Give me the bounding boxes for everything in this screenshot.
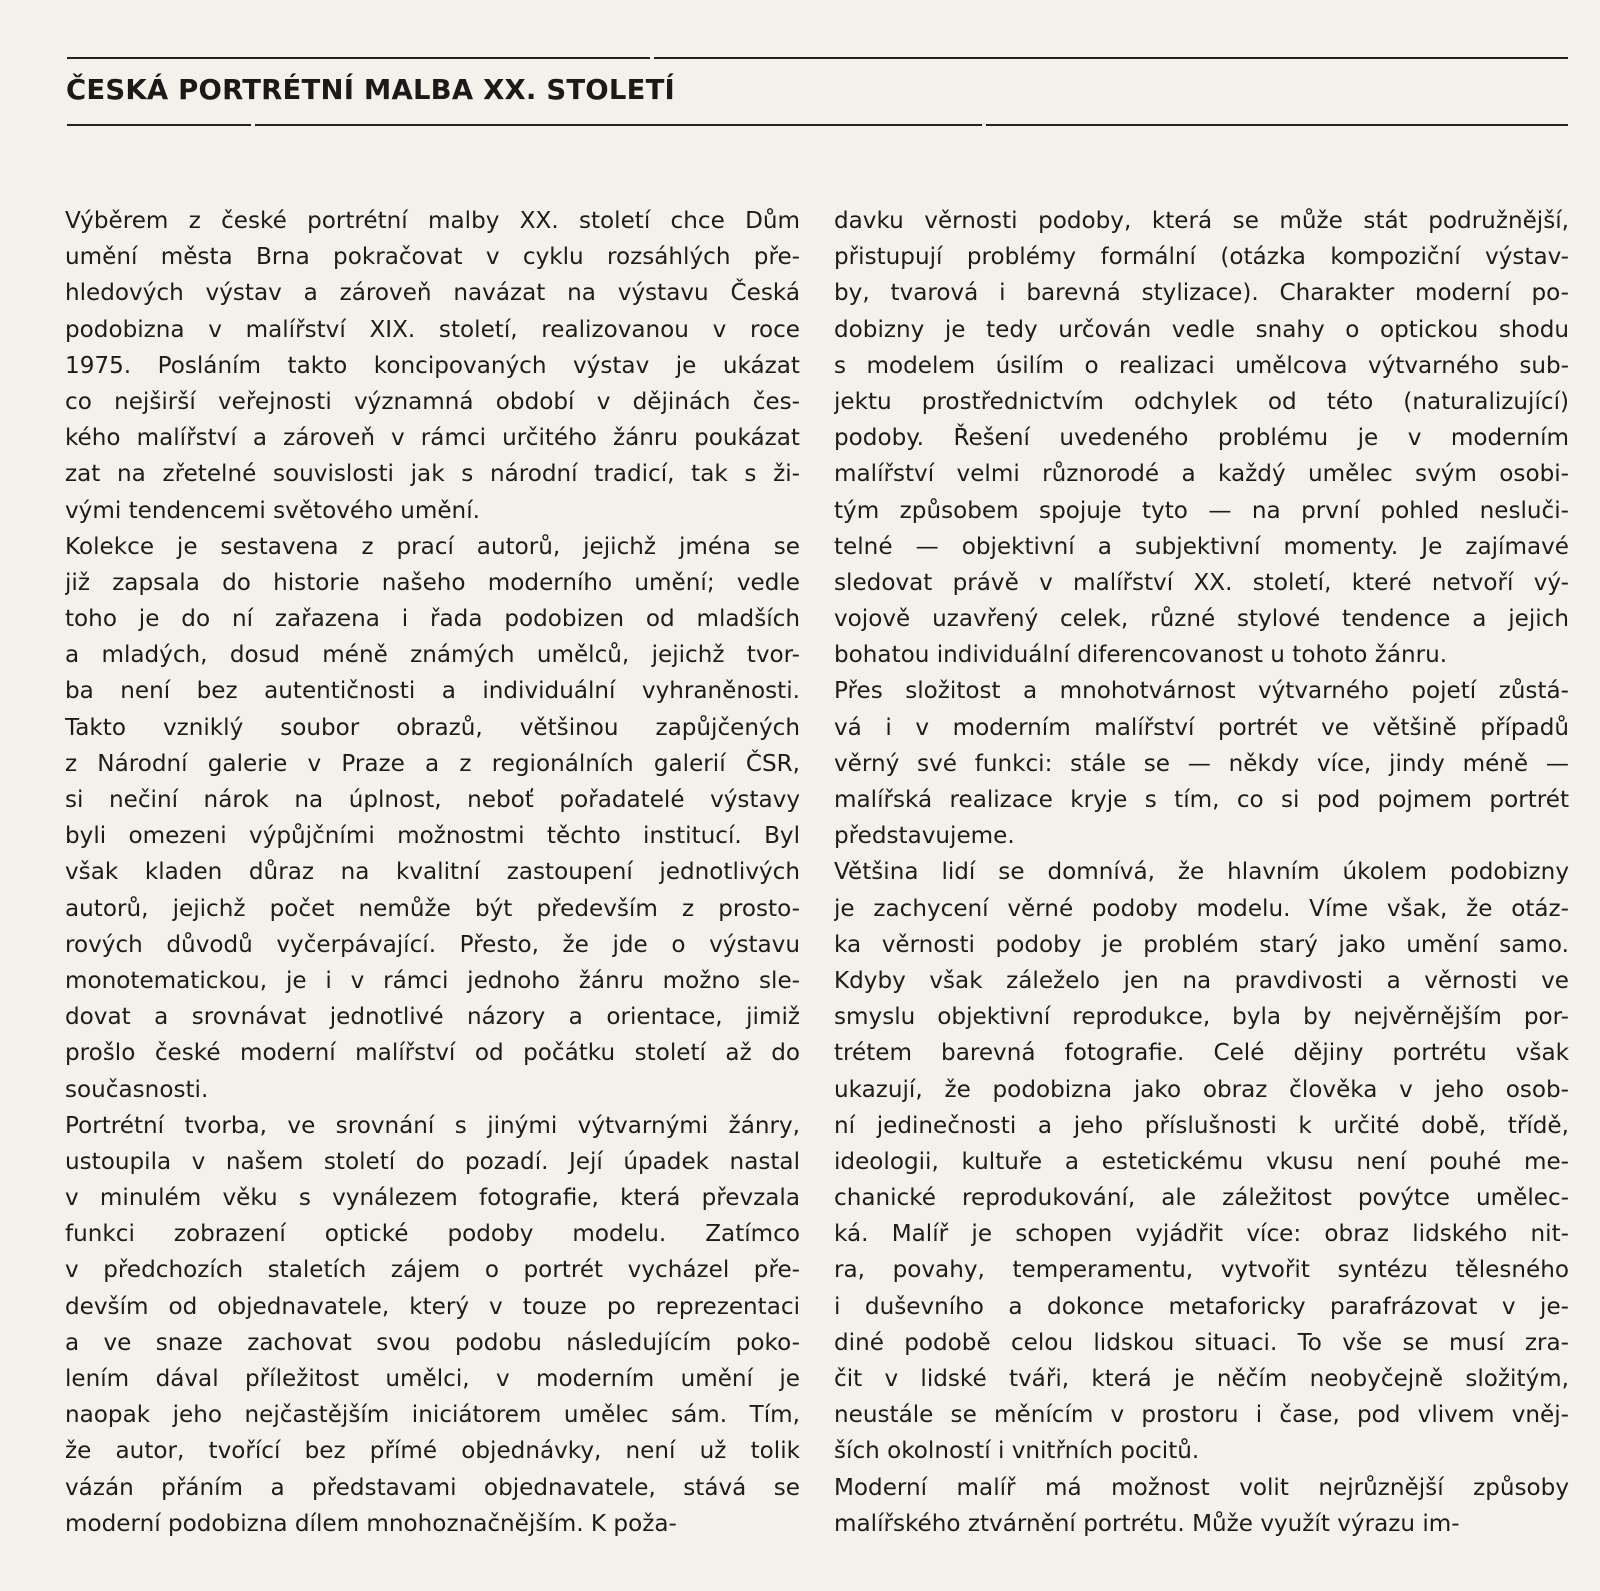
left-column-line: vázán přáním a představami objednavatele, stává se	[65, 1474, 800, 1501]
right-column-line: ní jedinečnosti a jeho příslušnosti k určité době, třídě,	[834, 1112, 1569, 1139]
left-column-line: devším od objednavatele, který v touze po reprezentaci	[65, 1293, 800, 1320]
right-column-line: Většina lidí se domnívá, že hlavním úkolem podobizny	[834, 859, 1569, 886]
right-column-line: neustále se měnícím v prostoru i čase, pod vlivem vněj-	[834, 1402, 1569, 1429]
left-column-line: si nečiní nárok na úplnost, neboť pořadatelé výstavy	[65, 787, 800, 813]
right-column-line: sledovat právě v malířství XX. století, které netvoří vý-	[834, 569, 1569, 596]
left-column-line: ustoupila v našem století do pozadí. Její úpadek nastal	[65, 1148, 800, 1175]
right-column-line: jektu prostřednictvím odchylek od této (naturalizující)	[834, 388, 1569, 415]
right-column-line: ka věrnosti podoby je problém starý jako umění samo.	[834, 931, 1569, 958]
text-column-right	[834, 203, 1569, 1542]
left-column-line: autorů, jejichž počet nemůže být především z prosto-	[65, 895, 800, 922]
left-column-line: moderní podobizna dílem mnohoznačnějším. K poža-	[65, 1510, 677, 1537]
title-rule-2	[255, 124, 982, 126]
right-column-line: chanické reprodukování, ale záležitost povýtce umělec-	[834, 1185, 1569, 1212]
left-column-line: Kolekce je sestavena z prací autorů, jejichž jména se	[65, 533, 800, 560]
left-column-line: hledových výstav a zároveň navázat na výstavu Česká	[65, 280, 800, 307]
right-column-line: malířství velmi různorodé a každý umělec svým osobi-	[834, 461, 1569, 488]
right-column-line: tým způsobem spojuje tyto — na první pohled nesluči-	[834, 497, 1569, 524]
right-column-line: ra, povahy, temperamentu, vytvořit syntézu tělesného	[834, 1257, 1569, 1284]
left-column-line: ba není bez autentičnosti a individuální vyhraněnosti.	[65, 678, 800, 705]
left-column-line: Takto vzniklý soubor obrazů, většinou zapůjčených	[65, 714, 800, 741]
right-column-line: přistupují problémy formální (otázka kompoziční výstav-	[834, 244, 1569, 271]
left-column-line: z Národní galerie v Praze a z regionálních galerií ČSR,	[65, 750, 800, 777]
top-rule-right	[654, 57, 1568, 59]
left-column-line: že autor, tvořící bez přímé objednávky, není už tolik	[65, 1438, 800, 1465]
left-column-line: 1975. Posláním takto koncipovaných výstav je ukázat	[65, 352, 800, 379]
right-column-line: ideologii, kultuře a estetickému vkusu není pouhé me-	[834, 1148, 1569, 1175]
right-column-line: Kdyby však záleželo jen na pravdivosti a věrnosti ve	[834, 967, 1569, 994]
right-column-line: telné — objektivní a subjektivní momenty. Je zajímavé	[834, 533, 1569, 560]
left-column-line: v minulém věku s vynálezem fotografie, která převzala	[65, 1185, 800, 1212]
right-column-line: by, tvarová i barevná stylizace). Charakter moderní po-	[834, 280, 1569, 307]
right-column-line: malířského ztvárnění portrétu. Může využít výrazu im-	[834, 1510, 1460, 1537]
right-column-line: vá i v moderním malířství portrét ve většině případů	[834, 714, 1569, 741]
left-column-line: co nejširší veřejnosti významná období v dějinách čes-	[65, 388, 800, 415]
title-rule-1	[67, 124, 251, 126]
left-column-line: naopak jeho nejčastějším iniciátorem umělec sám. Tím,	[65, 1402, 800, 1429]
top-rule-left	[67, 57, 650, 59]
right-column-line: Přes složitost a mnohotvárnost výtvarného pojetí zůstá-	[834, 678, 1569, 705]
left-column-line: vými tendencemi světového umění.	[65, 497, 480, 524]
right-column-line: i duševního a dokonce metaforicky parafrázovat v je-	[834, 1293, 1569, 1320]
right-column-line: diné podobě celou lidskou situaci. To vše se musí zra-	[834, 1329, 1569, 1356]
right-column-line: představujeme.	[834, 823, 1015, 850]
right-column-line: davku věrnosti podoby, která se může stát podružnější,	[834, 208, 1569, 234]
left-column-line: prošlo české moderní malířství od počátku století až do	[65, 1040, 800, 1067]
right-column-line: podoby. Řešení uvedeného problému je v moderním	[834, 425, 1569, 452]
right-column-line: trétem barevná fotografie. Celé dějiny portrétu však	[834, 1040, 1569, 1067]
left-column-line: kého malířství a zároveň v rámci určitého žánru poukázat	[65, 425, 800, 452]
left-column-line: dovat a srovnávat jednotlivé názory a orientace, jimiž	[65, 1004, 800, 1031]
right-column-line: ukazují, že podobizna jako obraz člověka v jeho osob-	[834, 1076, 1569, 1103]
right-column-line: je zachycení věrné podoby modelu. Víme však, že otáz-	[834, 895, 1569, 922]
right-column-line: s modelem úsilím o realizaci umělcova výtvarného sub-	[834, 352, 1569, 379]
left-column-line: Výběrem z české portrétní malby XX. století chce Dům	[65, 208, 800, 234]
left-column-line: funkci zobrazení optické podoby modelu. Zatímco	[65, 1221, 800, 1248]
text-column-left	[65, 203, 800, 1542]
right-column-line: ších okolností i vnitřních pocitů.	[834, 1438, 1200, 1465]
left-column-line: toho je do ní zařazena i řada podobizen od mladších	[65, 606, 800, 633]
left-column-line: monotematickou, je i v rámci jednoho žánru možno sle-	[65, 967, 800, 994]
left-column-line: již zapsala do historie našeho moderního umění; vedle	[65, 569, 800, 596]
right-column-line: ká. Malíř je schopen vyjádřit více: obraz lidského nit-	[834, 1221, 1569, 1248]
page-title: ČESKÁ PORTRÉTNÍ MALBA XX. STOLETÍ	[66, 74, 675, 106]
left-column-line: umění města Brna pokračovat v cyklu rozsáhlých pře-	[65, 244, 800, 271]
left-column-line: a mladých, dosud méně známých umělců, jejichž tvor-	[65, 642, 800, 669]
right-column-line: dobizny je tedy určován vedle snahy o optickou shodu	[834, 316, 1569, 343]
right-column-line: čit v lidské tváři, která je něčím neobyčejně složitým,	[834, 1366, 1569, 1392]
right-column-line: malířská realizace kryje s tím, co si pod pojmem portrét	[834, 787, 1569, 813]
left-column-line: však kladen důraz na kvalitní zastoupení jednotlivých	[65, 859, 800, 886]
right-column-line: smyslu objektivní reprodukce, byla by nejvěrnějším por-	[834, 1004, 1569, 1031]
left-column-line: zat na zřetelné souvislosti jak s národní tradicí, tak s ži-	[65, 461, 800, 488]
right-column-line: vojově uzavřený celek, různé stylové tendence a jejich	[834, 606, 1569, 633]
left-column-line: současnosti.	[65, 1076, 209, 1103]
right-column-line: Moderní malíř má možnost volit nejrůznější způsoby	[834, 1474, 1569, 1501]
left-column-line: rových důvodů vyčerpávající. Přesto, že jde o výstavu	[65, 931, 800, 958]
left-column-line: podobizna v malířství XIX. století, realizovanou v roce	[65, 316, 800, 343]
left-column-line: byli omezeni výpůjčními možnostmi těchto institucí. Byl	[65, 823, 800, 850]
right-column-line: bohatou individuální diferencovanost u tohoto žánru.	[834, 642, 1448, 669]
left-column-line: Portrétní tvorba, ve srovnání s jinými výtvarnými žánry,	[65, 1112, 800, 1139]
left-column-line: v předchozích staletích zájem o portrét vycházel pře-	[65, 1257, 800, 1284]
title-rule-3	[986, 124, 1568, 126]
left-column-line: a ve snaze zachovat svou podobu následujícím poko-	[65, 1329, 800, 1356]
left-column-line: lením dával příležitost umělci, v moderním umění je	[65, 1366, 800, 1392]
right-column-line: věrný své funkci: stále se — někdy více, jindy méně —	[834, 750, 1569, 777]
